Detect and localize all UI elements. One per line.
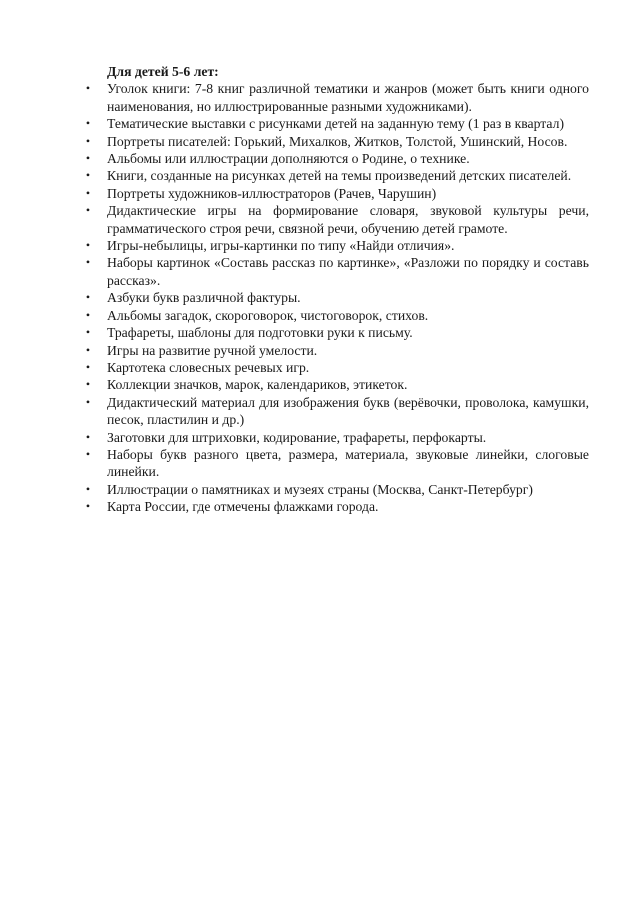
- list-item-text: Заготовки для штриховки, кодирование, трафареты, перфокарты.: [107, 429, 487, 445]
- list-item-text: Наборы букв разного цвета, размера, материала, звуковые линейки, слоговые линейки.: [107, 446, 589, 480]
- bullet-icon: •: [85, 377, 91, 392]
- bullet-icon: •: [85, 290, 91, 305]
- bullet-icon: •: [85, 116, 91, 131]
- list-item: [85, 115, 589, 132]
- list-item-text: Иллюстрации о памятниках и музеях страны (Москва, Санкт-Петербург): [107, 481, 533, 497]
- list-item-text: Дидактические игры на формирование словаря, звуковой культуры речи, грамматического строя речи, связной речи, обучению детей грамоте.: [107, 203, 589, 236]
- list-item-text: Трафареты, шаблоны для подготовки руки к письму.: [107, 325, 413, 341]
- bullet-icon: •: [85, 81, 91, 96]
- list-item-text: Картотека словесных речевых игр.: [107, 359, 310, 375]
- section-heading: Для детей 5-6 лет:: [107, 64, 219, 79]
- bullet-icon: •: [85, 238, 91, 253]
- list-item: [85, 133, 589, 150]
- list-item-text: Портреты писателей: Горький, Михалков, Житков, Толстой, Ушинский, Носов.: [107, 133, 568, 149]
- bullet-icon: •: [85, 307, 91, 322]
- bullet-icon: •: [85, 325, 91, 340]
- bullet-icon: •: [85, 151, 91, 166]
- bullet-icon: •: [85, 185, 91, 200]
- list-item: [85, 342, 589, 359]
- bullet-list: [85, 80, 589, 515]
- bullet-icon: •: [85, 481, 91, 496]
- list-item-text: Игры на развитие ручной умелости.: [107, 342, 318, 358]
- list-item-text: Наборы картинок «Составь рассказ по картинке», «Разложи по порядку и составь рассказ».: [107, 255, 589, 288]
- list-item-text: Портреты художников-иллюстраторов (Рачев, Чарушин): [107, 185, 437, 201]
- list-item: [85, 80, 589, 115]
- list-item: [85, 481, 589, 498]
- list-item: [85, 307, 589, 324]
- list-item: [85, 394, 589, 429]
- bullet-icon: •: [85, 359, 91, 374]
- bullet-icon: •: [85, 203, 91, 218]
- list-item: [85, 429, 589, 446]
- bullet-icon: •: [85, 342, 91, 357]
- document-content: [85, 63, 589, 516]
- list-item: [85, 498, 589, 515]
- list-item-text: Альбомы или иллюстрации дополняются о Родине, о технике.: [107, 151, 470, 167]
- list-item: [85, 324, 589, 341]
- bullet-icon: •: [85, 429, 91, 444]
- bullet-icon: •: [85, 168, 91, 183]
- bullet-icon: •: [85, 394, 91, 409]
- list-item: [85, 202, 589, 237]
- list-item-text: Азбуки букв различной фактуры.: [107, 290, 301, 306]
- list-item: [85, 150, 589, 167]
- bullet-icon: •: [85, 446, 91, 461]
- bullet-icon: •: [85, 133, 91, 148]
- list-item-text: Тематические выставки с рисунками детей на заданную тему (1 раз в квартал): [107, 116, 564, 132]
- list-item: [85, 254, 589, 289]
- list-item-text: Уголок книги: 7-8 книг различной тематики и жанров (может быть книги одного наименования, но иллюстрированные разными художниками).: [107, 81, 589, 114]
- list-item-text: Книги, созданные на рисунках детей на темы произведений детских писателей.: [107, 168, 572, 184]
- list-item-text: Коллекции значков, марок, календариков, этикеток.: [107, 377, 408, 393]
- list-item: [85, 167, 589, 184]
- list-item-text: Карта России, где отмечены флажками города.: [107, 499, 379, 515]
- list-item: [85, 237, 589, 254]
- list-item-text: Игры-небылицы, игры-картинки по типу «Найди отличия».: [107, 238, 455, 254]
- bullet-icon: •: [85, 255, 91, 270]
- list-item: [85, 376, 589, 393]
- list-item: [85, 446, 589, 481]
- list-item: [85, 185, 589, 202]
- list-item-text: Дидактический материал для изображения букв (верёвочки, проволока, камушки, песок, пластилин и др.): [107, 394, 589, 428]
- list-item: [85, 359, 589, 376]
- bullet-icon: •: [85, 499, 91, 514]
- list-item: [85, 289, 589, 306]
- list-item-text: Альбомы загадок, скороговорок, чистоговорок, стихов.: [107, 307, 429, 323]
